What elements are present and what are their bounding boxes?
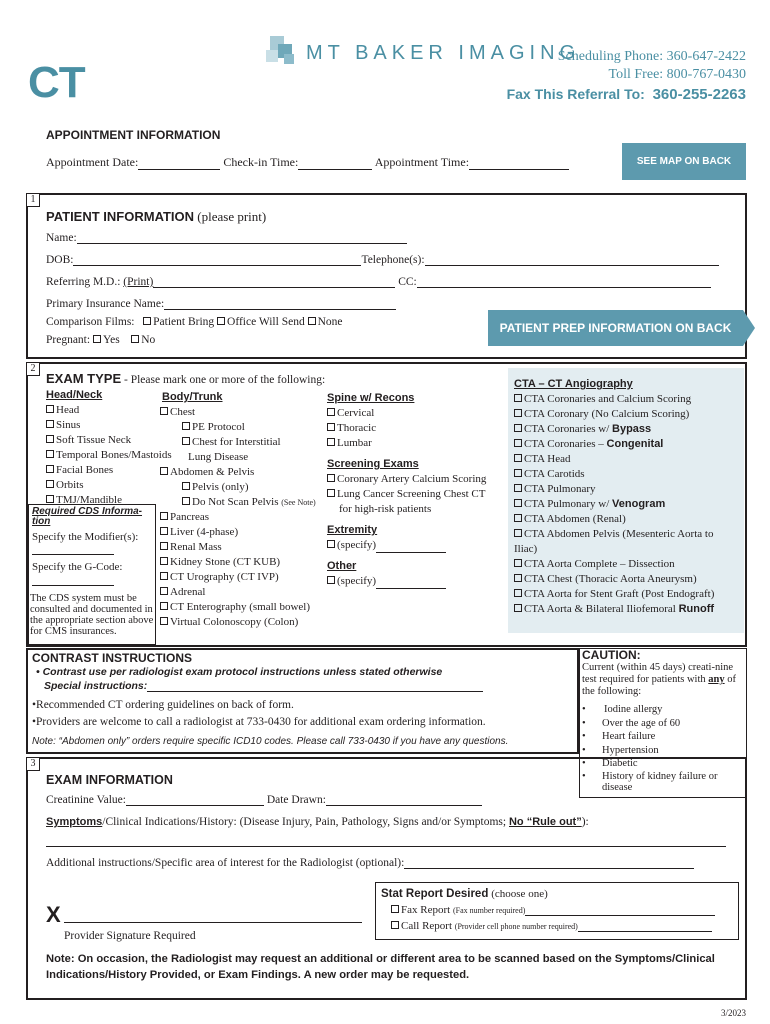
screening-title: Screening Exams: [327, 458, 419, 470]
body-item[interactable]: Renal Mass: [160, 540, 316, 555]
cta-item[interactable]: CTA Coronaries and Calcium Scoring: [514, 392, 714, 407]
referring-row: [46, 276, 711, 288]
footer-date: 3/2023: [720, 1008, 746, 1018]
cta-item[interactable]: CTA Head: [514, 452, 714, 467]
caution-item: • History of kidney failure or disease: [582, 770, 718, 793]
patient-prep-button[interactable]: [488, 310, 743, 346]
signature-line[interactable]: [64, 922, 362, 923]
cta-column: [514, 377, 714, 617]
body-item-lung-disease: Lung Disease: [188, 451, 249, 463]
caution-item: • Iodine allergy: [582, 704, 663, 715]
body-item-chest[interactable]: Chest: [160, 405, 316, 420]
spine-item[interactable]: Thoracic: [327, 421, 486, 436]
spine-item[interactable]: Lumbar: [327, 436, 486, 451]
no-rule-out: No “Rule out”: [508, 816, 582, 828]
fax-report-row[interactable]: [391, 904, 715, 916]
cds-gcode-label: Specify the G-Code:: [32, 561, 123, 573]
fax-report-note: (Fax number required): [452, 906, 526, 915]
appointment-date-field[interactable]: [138, 158, 220, 170]
telephone-label: Telephone(s):: [361, 254, 425, 266]
cta-item[interactable]: CTA Abdomen (Renal): [514, 512, 714, 527]
fax-referral: [507, 86, 746, 103]
pregnant-row: [46, 334, 155, 346]
checkin-time-label: Check-in Time:: [223, 155, 299, 169]
screening-item-lung-2: for high-risk patients: [339, 503, 432, 515]
head-neck-item[interactable]: Orbits: [46, 478, 172, 493]
additional-field[interactable]: [404, 857, 694, 869]
head-neck-item[interactable]: Facial Bones: [46, 463, 172, 478]
name-row: [46, 232, 407, 244]
office-send-label: Office Will Send: [227, 316, 305, 328]
caution-item: • Over the age of 60: [582, 717, 681, 729]
cc-label: CC:: [398, 276, 417, 288]
stat-title-row: [381, 888, 548, 900]
dob-label: DOB:: [46, 254, 74, 266]
pregnant-no-checkbox[interactable]: [131, 335, 139, 343]
symptoms-rest: /Clinical Indications/History: (Disease Injury, Pain, Pathology, Signs and/or Symptoms;: [102, 816, 507, 828]
appointment-title: APPOINTMENT INFORMATION: [46, 128, 221, 142]
creatinine-field[interactable]: [126, 794, 264, 806]
additional-row: [46, 857, 694, 869]
pregnant-yes-checkbox[interactable]: [93, 335, 101, 343]
screening-item-cac[interactable]: Coronary Artery Calcium Scoring: [327, 472, 486, 487]
signature-label: Provider Signature Required: [64, 930, 196, 942]
fax-label: Fax This Referral To:: [506, 86, 645, 102]
signature-x: X: [46, 902, 61, 927]
cta-item[interactable]: CTA Chest (Thoracic Aorta Aneurysm): [514, 572, 714, 587]
body-trunk-title: Body/Trunk: [162, 391, 223, 403]
special-instructions-row: [44, 680, 483, 692]
body-item[interactable]: Adrenal: [160, 585, 316, 600]
cta-item[interactable]: CTA Pulmonary: [514, 482, 714, 497]
patient-bring-checkbox[interactable]: [143, 317, 151, 325]
date-drawn-label: Date Drawn:: [266, 794, 326, 806]
exam-info-title: EXAM INFORMATION: [46, 773, 173, 787]
body-item[interactable]: CT Urography (CT IVP): [160, 570, 316, 585]
cta-item[interactable]: CTA Aorta & Bilateral Iliofemoral Runoff: [514, 602, 714, 617]
telephone-field[interactable]: [425, 254, 719, 266]
patient-title-suffix: (please print): [197, 209, 267, 224]
cta-item[interactable]: CTA Carotids: [514, 467, 714, 482]
contrast-title: CONTRAST INSTRUCTIONS: [32, 651, 192, 665]
other-title: Other: [327, 560, 357, 572]
logo-icon: [264, 34, 300, 68]
extremity-item[interactable]: (specify): [327, 538, 486, 553]
caution-text1: Current (within 45 days) creati-nine test required for patients with: [582, 662, 734, 685]
patient-title-text: PATIENT INFORMATION: [46, 209, 195, 224]
insurance-label: Primary Insurance Name:: [46, 298, 165, 310]
contrast-note: Note: “Abdomen only” orders require specific ICD10 codes. Please call 733-0430 if you have any questions.: [32, 736, 509, 747]
patient-prep-label: PATIENT PREP INFORMATION ON BACK: [499, 321, 732, 335]
section-number-3: 3: [26, 757, 40, 771]
see-map-button[interactable]: SEE MAP ON BACK: [622, 143, 746, 180]
appointment-time-field[interactable]: [469, 158, 569, 170]
body-item-no-scan-pelvis[interactable]: Do Not Scan Pelvis (See Note): [160, 495, 316, 510]
exam-type-title-text: EXAM TYPE: [46, 371, 122, 386]
section-number-1: 1: [26, 193, 40, 207]
insurance-field[interactable]: [164, 298, 396, 310]
special-instructions-field[interactable]: [147, 680, 483, 692]
exam-type-title: [46, 371, 325, 386]
patient-bring-label: Patient Bring: [153, 316, 215, 328]
stat-choose: (choose one): [491, 888, 548, 900]
patient-prep-arrow-icon: [743, 310, 755, 346]
body-item-abd-pelvis[interactable]: Abdomen & Pelvis: [160, 465, 316, 480]
head-neck-column: [46, 388, 172, 508]
referring-print: (Print): [123, 276, 154, 288]
cds-note: The CDS system must be consulted and documented in the appropriate section above for CMS insurances.: [30, 593, 154, 637]
appointment-fields: [46, 155, 569, 170]
contrast-rec: •Recommended CT ordering guidelines on back of form.: [32, 699, 294, 711]
comparison-row: [46, 316, 343, 328]
creatinine-label: Creatinine Value:: [46, 794, 126, 806]
caution-title: CAUTION:: [582, 648, 641, 662]
cta-item-cont: Iliac): [514, 543, 538, 555]
additional-label: Additional instructions/Specific area of interest for the Radiologist (optional):: [46, 857, 405, 869]
body-item[interactable]: Pancreas: [160, 510, 316, 525]
cds-modifier-field[interactable]: [32, 543, 114, 555]
symptoms-label: Symptoms: [46, 816, 103, 828]
caution-item: • Heart failure: [582, 731, 656, 742]
cta-item[interactable]: CTA Coronaries – Congenital: [514, 437, 714, 452]
caution-any: any: [708, 674, 725, 685]
date-drawn-field[interactable]: [326, 794, 482, 806]
cta-item[interactable]: CTA Coronary (No Calcium Scoring): [514, 407, 714, 422]
caution-text2: of the following:: [582, 674, 736, 697]
caution-item: • Diabetic: [582, 758, 638, 769]
body-item-pelvis-only[interactable]: Pelvis (only): [160, 480, 316, 495]
modality-title: CT: [28, 58, 85, 107]
body-trunk-column: [160, 390, 316, 630]
logo-text: MT BAKER IMAGING: [306, 42, 581, 64]
call-report-row[interactable]: [391, 920, 712, 932]
referring-field[interactable]: [153, 276, 395, 288]
special-instructions-label: Special instructions:: [44, 680, 148, 692]
cc-field[interactable]: [417, 276, 711, 288]
cta-item[interactable]: CTA Aorta Complete – Dissection: [514, 557, 714, 572]
creatinine-row: [46, 794, 482, 806]
cds-gcode-field[interactable]: [32, 574, 114, 586]
comparison-label: Comparison Films:: [46, 316, 135, 328]
footer-note: Note: On occasion, the Radiologist may request an additional or different area to be scanned based on the Symptoms/Clinical Indications/History Provided, or Exam Findings. A new order may be requested.: [46, 953, 715, 981]
head-neck-item[interactable]: Head: [46, 403, 172, 418]
contrast-line1: • Contrast use per radiologist exam protocol instructions unless stated otherwise: [36, 666, 443, 678]
symptoms-end: ):: [581, 816, 589, 828]
cds-title: Required CDS Informa-tion: [32, 506, 143, 527]
call-report-note: (Provider cell phone number required): [454, 922, 578, 931]
appointment-time-label: Appointment Time:: [374, 155, 470, 169]
dob-field[interactable]: [73, 254, 361, 266]
extremity-title: Extremity: [327, 524, 378, 536]
call-report-field[interactable]: [578, 922, 712, 932]
spine-title: Spine w/ Recons: [327, 392, 415, 404]
head-neck-item[interactable]: Sinus: [46, 418, 172, 433]
head-neck-item[interactable]: TMJ/Mandible: [46, 493, 172, 508]
name-field[interactable]: [77, 232, 407, 244]
body-item-interstitial[interactable]: Chest for Interstitial: [160, 435, 316, 450]
fax-number: 360-255-2263: [652, 86, 746, 103]
name-label: Name:: [46, 232, 77, 244]
spine-item[interactable]: Cervical: [327, 406, 486, 421]
fax-report-label: Fax Report: [401, 904, 451, 916]
dob-row: [46, 254, 719, 266]
symptoms-line[interactable]: [46, 846, 726, 847]
pregnant-label: Pregnant:: [46, 334, 91, 346]
call-report-label: Call Report: [401, 920, 453, 932]
exam-type-subtitle: - Please mark one or more of the following:: [124, 374, 326, 386]
cta-title: CTA – CT Angiography: [514, 378, 633, 390]
spine-column: [327, 391, 486, 589]
toll-free-phone: Toll Free: 800-767-0430: [608, 67, 746, 82]
contrast-providers: •Providers are welcome to call a radiologist at 733-0430 for additional exam ordering information.: [32, 716, 486, 728]
body-item[interactable]: Liver (4-phase): [160, 525, 316, 540]
caution-item: • Hypertension: [582, 744, 659, 756]
symptoms-row: [46, 816, 589, 828]
head-neck-item[interactable]: Temporal Bones/Mastoids: [46, 448, 172, 463]
caution-text: [582, 662, 742, 698]
fax-report-field[interactable]: [525, 906, 715, 916]
body-item[interactable]: Kidney Stone (CT KUB): [160, 555, 316, 570]
head-neck-title: Head/Neck: [46, 389, 103, 401]
section-number-2: 2: [26, 362, 40, 376]
office-send-checkbox[interactable]: [217, 317, 225, 325]
body-item-pe[interactable]: PE Protocol: [160, 420, 316, 435]
none-checkbox[interactable]: [308, 317, 316, 325]
body-item[interactable]: Virtual Colonoscopy (Colon): [160, 615, 316, 630]
pregnant-yes-label: Yes: [102, 334, 120, 346]
scheduling-phone: Scheduling Phone: 360-647-2422: [557, 49, 746, 64]
insurance-row: [46, 298, 396, 310]
none-label: None: [317, 316, 343, 328]
cta-item[interactable]: CTA Pulmonary w/ Venogram: [514, 497, 714, 512]
body-item[interactable]: CT Enterography (small bowel): [160, 600, 316, 615]
patient-title: [46, 209, 266, 225]
screening-item-lung[interactable]: Lung Cancer Screening Chest CT: [327, 487, 486, 502]
referring-label: Referring M.D.:: [46, 276, 121, 288]
head-neck-item[interactable]: Soft Tissue Neck: [46, 433, 172, 448]
cta-item[interactable]: CTA Aorta for Stent Graft (Post Endograft): [514, 587, 714, 602]
checkin-time-field[interactable]: [298, 158, 372, 170]
appointment-date-label: Appointment Date:: [46, 155, 139, 169]
cta-item[interactable]: CTA Coronaries w/ Bypass: [514, 422, 714, 437]
cta-item[interactable]: CTA Abdomen Pelvis (Mesenteric Aorta to: [514, 527, 714, 542]
stat-title: Stat Report Desired: [381, 888, 489, 900]
other-item[interactable]: (specify): [327, 574, 486, 589]
pregnant-no-label: No: [141, 334, 156, 346]
cds-modifier-label: Specify the Modifier(s):: [32, 531, 139, 543]
